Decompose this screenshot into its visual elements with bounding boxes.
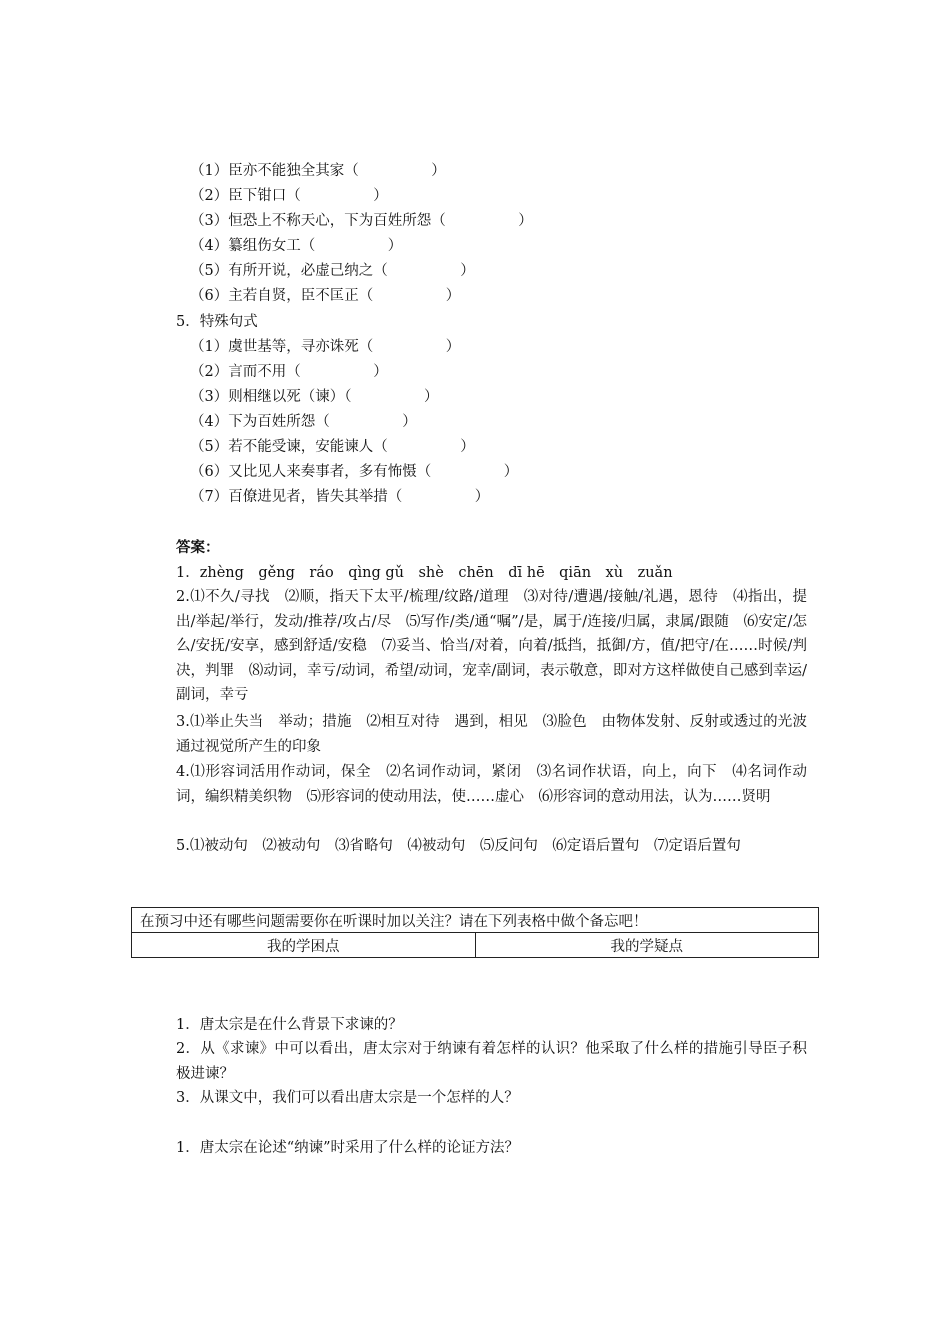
question-item: 1．唐太宗在论述“纳谏”时采用了什么样的论证方法？ <box>176 1140 520 1156</box>
syntax-item: （7）百僚进见者，皆失其举措（ ） <box>190 489 490 505</box>
answer-4-text: 4.⑴形容词活用作动词，保全 ⑵名词作动词，紧闭 ⑶名词作状语，向上，向下 ⑷名词作动词，编织精美织物 ⑸形容词的使动用法，使……虚心 ⑹形容词的意动用法，认为……贤明 <box>176 764 807 805</box>
vocab-item: （4）纂组伤女工（ ） <box>190 238 403 254</box>
answer-2-text: 2.⑴不久/寻找 ⑵顺，指天下太平/梳理/纹路/道理 ⑶对待/遭遇/接触/礼遇，恩待 ⑷指出，提出/举起/举行，发动/推荐/攻占/尽 ⑸写作/类/通“嘱”/是，属于/连接/归属，隶属/跟随 ⑹安定/怎么/安抚/安享，感到舒适/安稳 ⑺妥当、恰当/对着，向着/抵挡，抵御/方，值/把守/在……时候/判决，判罪 ⑻动词，幸亏/动词，希望/动词，宠幸/副词，表示敬意，即对方这样做使自己感到幸运/副词，幸亏 <box>176 589 807 703</box>
syntax-item: （2）言而不用（ ） <box>190 364 388 380</box>
vocab-item: （1）臣亦不能独全其家（ ） <box>190 163 446 179</box>
question-2-text: 2．从《求谏》中可以看出，唐太宗对于纳谏有着怎样的认识？他采取了什么样的措施引导臣子积极进谏？ <box>176 1041 807 1082</box>
answer-2 <box>145 585 807 708</box>
vocab-item: （2）臣下钳口（ ） <box>190 188 388 204</box>
syntax-item: （6）又比见人来奏事者，多有怖慑（ ） <box>190 464 519 480</box>
memo-col-difficulty: 我的学困点 <box>132 933 476 958</box>
answer-1: 1．zhèng gěng ráo qìng gǔ shè chēn dī hē qiān xù zuǎn <box>176 565 673 581</box>
vocab-item: （6）主若自贤，臣不匡正（ ） <box>190 288 461 304</box>
answer-5 <box>145 834 807 859</box>
answer-3 <box>145 710 807 759</box>
answer-5-text: 5.⑴被动句 ⑵被动句 ⑶省略句 ⑷被动句 ⑸反问句 ⑹定语后置句 ⑺定语后置句 <box>176 838 741 854</box>
answer-4 <box>145 760 807 809</box>
syntax-item: （5）若不能受谏，安能谏人（ ） <box>190 439 475 455</box>
memo-prompt: 在预习中还有哪些问题需要你在听课时加以关注？请在下列表格中做个备忘吧！ <box>132 908 819 933</box>
vocab-item: （5）有所开说，必虚己纳之（ ） <box>190 263 475 279</box>
section-title: 5．特殊句式 <box>176 314 258 330</box>
vocab-item: （3）恒恐上不称天心，下为百姓所怨（ ） <box>190 213 533 229</box>
memo-col-doubt: 我的学疑点 <box>475 933 819 958</box>
syntax-item: （3）则相继以死（谏）（ ） <box>190 389 439 405</box>
answers-heading: 答案： <box>176 539 220 556</box>
question-item: 3．从课文中，我们可以看出唐太宗是一个怎样的人？ <box>176 1090 519 1106</box>
question-item-2 <box>145 1037 807 1086</box>
answer-3-text: 3.⑴举止失当 举动；措施 ⑵相互对待 遇到，相见 ⑶脸色 由物体发射、反射或透过的光波通过视觉所产生的印象 <box>176 714 807 755</box>
syntax-item: （4）下为百姓所怨（ ） <box>190 414 417 430</box>
syntax-item: （1）虞世基等，寻亦诛死（ ） <box>190 339 461 355</box>
question-item: 1．唐太宗是在什么背景下求谏的？ <box>176 1017 403 1033</box>
memo-table <box>131 907 819 958</box>
